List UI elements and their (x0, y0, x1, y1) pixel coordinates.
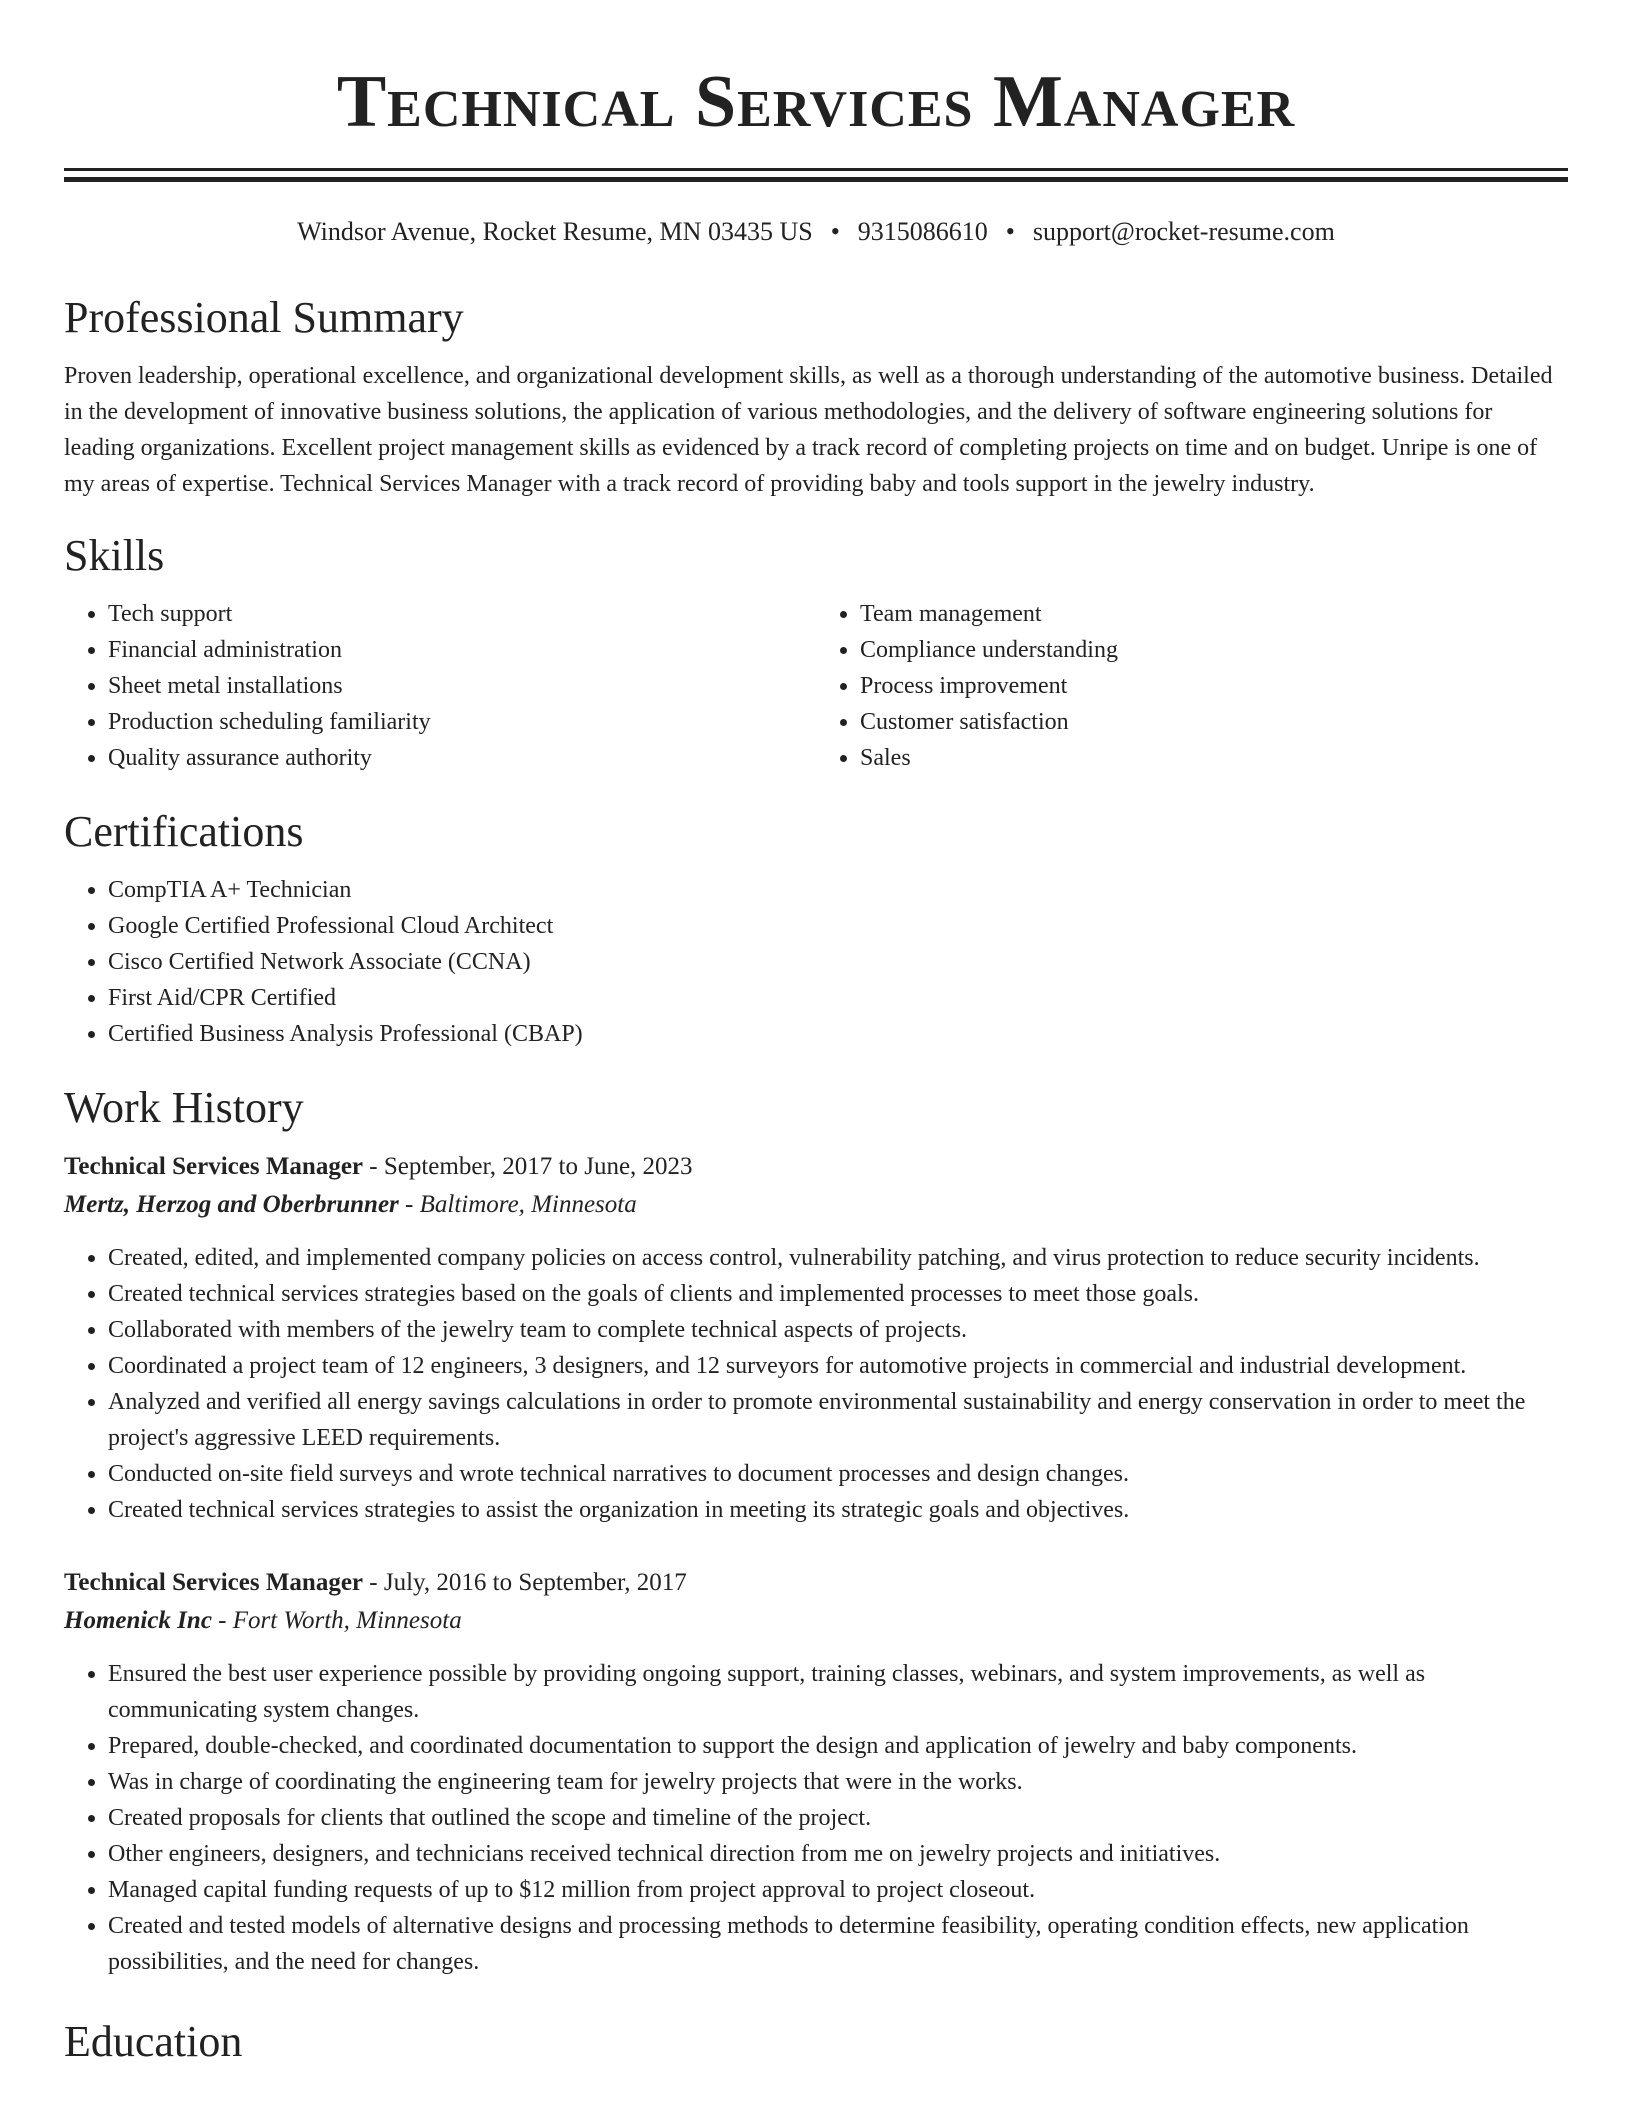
resume-title: Technical Services Manager (336, 61, 1296, 143)
skills-heading: Skills (64, 531, 165, 580)
contact-email: support@rocket-resume.com (1032, 217, 1335, 246)
contact-phone: 9315086610 (857, 217, 988, 246)
job-dates: - July, 2016 to September, 2017 (363, 1569, 687, 1596)
job-entry (64, 1564, 1568, 1980)
skill-item: • Sheet metal installations (108, 668, 816, 704)
education-heading: Education (64, 2017, 243, 2066)
company-line (64, 1186, 1568, 1224)
certification-item: • Google Certified Professional Cloud Architect (108, 908, 1568, 944)
skill-item: • Production scheduling familiarity (108, 704, 816, 740)
job-bullet: • Collaborated with members of the jewelry team to complete technical aspects of projects. (108, 1312, 1568, 1348)
job-bullets (64, 1240, 1568, 1528)
contact-separator: • (1005, 217, 1015, 246)
job-bullet: • Other engineers, designers, and technicians received technical direction from me on jewelry projects and initiatives. (108, 1836, 1568, 1872)
company-location: - Baltimore, Minnesota (398, 1191, 637, 1218)
skill-item: • Quality assurance authority (108, 740, 816, 776)
skills-list-left (64, 596, 816, 776)
skill-item: • Process improvement (860, 668, 1568, 704)
job-bullet: • Managed capital funding requests of up to $12 million from project approval to project closeout. (108, 1872, 1568, 1908)
summary-heading: Professional Summary (64, 293, 464, 342)
skill-item: • Tech support (108, 596, 816, 632)
certification-item: • Cisco Certified Network Associate (CCNA) (108, 944, 1568, 980)
job-bullet: • Created and tested models of alternative designs and processing methods to determine feasibility, operating condition effects, new application possibilities, and the need for changes. (108, 1908, 1568, 1980)
job-bullet: • Conducted on-site field surveys and wrote technical narratives to document processes and design changes. (108, 1456, 1568, 1492)
skill-item: • Sales (860, 740, 1568, 776)
skill-item: • Financial administration (108, 632, 816, 668)
company-line (64, 1602, 1568, 1640)
job-title-line (64, 1148, 1568, 1186)
company-name: Homenick Inc (64, 1607, 212, 1634)
skill-item: • Compliance understanding (860, 632, 1568, 668)
skill-item: • Team management (860, 596, 1568, 632)
job-bullet: • Analyzed and verified all energy savings calculations in order to promote environmental sustainability and energy conservation in order to meet the project's aggressive LEED requirements. (108, 1384, 1568, 1456)
job-bullet: • Created, edited, and implemented company policies on access control, vulnerability patching, and virus protection to reduce security incidents. (108, 1240, 1568, 1276)
work-history-heading: Work History (64, 1083, 304, 1132)
certifications-list (64, 872, 1568, 1052)
job-bullet: • Created technical services strategies based on the goals of clients and implemented processes to meet those goals. (108, 1276, 1568, 1312)
job-dates: - September, 2017 to June, 2023 (363, 1153, 693, 1180)
title-divider-thin (64, 168, 1568, 171)
job-title: Technical Services Manager (64, 1153, 364, 1180)
certifications-heading: Certifications (64, 807, 304, 856)
certification-item: • First Aid/CPR Certified (108, 980, 1568, 1016)
job-bullets (64, 1656, 1568, 1980)
job-title: Technical Services Manager (64, 1569, 364, 1596)
job-title-line (64, 1564, 1568, 1602)
job-bullet: • Was in charge of coordinating the engineering team for jewelry projects that were in the works. (108, 1764, 1568, 1800)
job-bullet: • Prepared, double-checked, and coordinated documentation to support the design and application of jewelry and baby components. (108, 1728, 1568, 1764)
job-bullet: • Ensured the best user experience possible by providing ongoing support, training classes, webinars, and system improvements, as well as communicating system changes. (108, 1656, 1568, 1728)
skills-grid (64, 596, 1568, 776)
skill-item: • Customer satisfaction (860, 704, 1568, 740)
company-location: - Fort Worth, Minnesota (211, 1607, 462, 1634)
contact-line (64, 216, 1568, 248)
certification-item: • CompTIA A+ Technician (108, 872, 1568, 908)
job-entry (64, 1148, 1568, 1528)
job-bullet: • Created technical services strategies to assist the organization in meeting its strategic goals and objectives. (108, 1492, 1568, 1528)
title-divider-thick (64, 177, 1568, 182)
summary-text: Proven leadership, operational excellence, and organizational development skills, as well as a thorough understanding of the automotive business. Detailed in the development of innovative business solutions, the application of various methodologies, and the delivery of software engineering solutions for leading organizations. Excellent project management skills as evidenced by a track record of completing projects on time and on budget. Unripe is one of my areas of expertise. Technical Services Manager with a track record of providing baby and tools support in the jewelry industry. (64, 363, 1553, 497)
skills-list-right (816, 596, 1568, 776)
job-bullet: • Coordinated a project team of 12 engineers, 3 designers, and 12 surveyors for automotive projects in commercial and industrial development. (108, 1348, 1568, 1384)
certification-item: • Certified Business Analysis Professional (CBAP) (108, 1016, 1568, 1052)
company-name: Mertz, Herzog and Oberbrunner (64, 1191, 399, 1218)
contact-separator: • (830, 217, 840, 246)
job-bullet: • Created proposals for clients that outlined the scope and timeline of the project. (108, 1800, 1568, 1836)
contact-address: Windsor Avenue, Rocket Resume, MN 03435 US (297, 217, 813, 246)
